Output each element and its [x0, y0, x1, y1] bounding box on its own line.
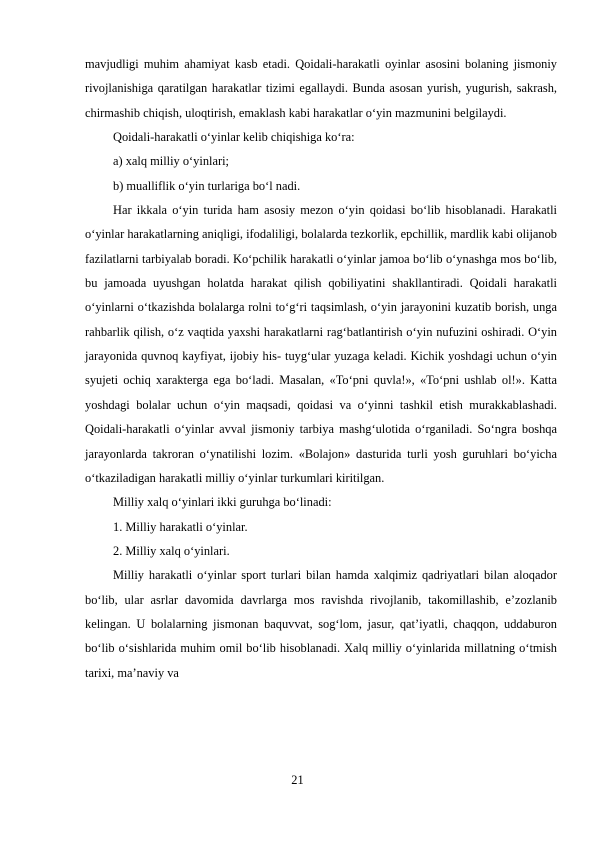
paragraph-classification-heading: Qoidali-harakatli o‘yinlar kelib chiqishiga ko‘ra: [113, 130, 355, 145]
paragraph-national-groups: Milliy xalq o‘yinlari ikki guruhga bo‘linadi: [113, 495, 332, 510]
list-item-2: 2. Milliy xalq o‘yinlari. [113, 543, 230, 558]
page-number: 21 [291, 773, 304, 787]
paragraph-rules: Har ikkala o‘yin turida ham asosiy mezon o‘yin qoidasi bo‘lib hisoblanadi. Harakatli o‘yinlar harakatlarning aniqligi, ifodaliligi, bolalarda tezkorlik, epchillik, mardlik kabi olijanob fazilatlarni tarbiyalab boradi. Ko‘pchilik harakatli o‘yinlar jamoa bo‘lib o‘ynashga mos bo‘lib, bu jamoada uyushgan holatda harakat qilish qobiliyatini shakllantiradi. Qoidali harakatli o‘yinlarni o‘tkazishda bolalarga rolni to‘g‘ri taqsimlash, o‘yin jarayonini kuzatib borish, unga rahbarlik qilish, o‘z vaqtida yaxshi harakatlarni rag‘batlantirish o‘yin nufuzini oshiradi. O‘yin jarayonida quvnoq kayfiyat, ijobiy his- tuyg‘ular yuzaga keladi. Kichik yoshdagi uchun o‘yin syujeti ochiq xarakterga ega bo‘ladi. Masalan, «To‘pni quvla!», «To‘pni ushlab ol!». Katta yoshdagi bolalar uchun o‘yin maqsadi, qoidasi va o‘yinni tashkil etish murakkablashadi. Qoidali-harakatli o‘yinlar avval jismoniy tarbiya mashg‘ulotida o‘rganiladi. So‘ngra boshqa jarayonlarda takroran o‘ynatilishi lozim. «Bolajon» dasturida turli yosh guruhlari bo‘yicha o‘tkaziladigan harakatli milliy o‘yinlar turkumlari kiritilgan. [85, 203, 557, 485]
list-item-b: b) mualliflik o‘yin turlariga bo‘l nadi. [113, 178, 301, 193]
list-item-1: 1. Milliy harakatli o‘yinlar. [113, 519, 248, 534]
paragraph-national-games: Milliy harakatli o‘yinlar sport turlari bilan hamda xalqimiz qadriyatlari bilan aloqador bo‘lib, ular asrlar davomida davrlarga mos ravishda rivojlanib, takomillashib, e’zozlanib kelingan. U bolalarning jismonan baquvvat, sog‘lom, jasur, qat’iyatli, chaqqon, uddaburon bo‘lib o‘sishlarida muhim omil bo‘lib hisoblanadi. Xalq milliy o‘yinlarida millatning o‘tmish tarixi, ma’naviy va [85, 568, 557, 680]
paragraph-intro: mavjudligi muhim ahamiyat kasb etadi. Qoidali-harakatli oyinlar asosini bolaning jismoniy rivojlanishiga qaratilgan harakatlar tizimi egallaydi. Bunda asosan yurish, yugurish, sakrash, chirmashib chiqish, uloqtirish, emaklash kabi harakatlar o‘yin mazmunini belgilaydi. [85, 57, 557, 120]
list-item-a: a) xalq milliy o‘yinlari; [113, 154, 229, 169]
page-body [85, 52, 557, 685]
